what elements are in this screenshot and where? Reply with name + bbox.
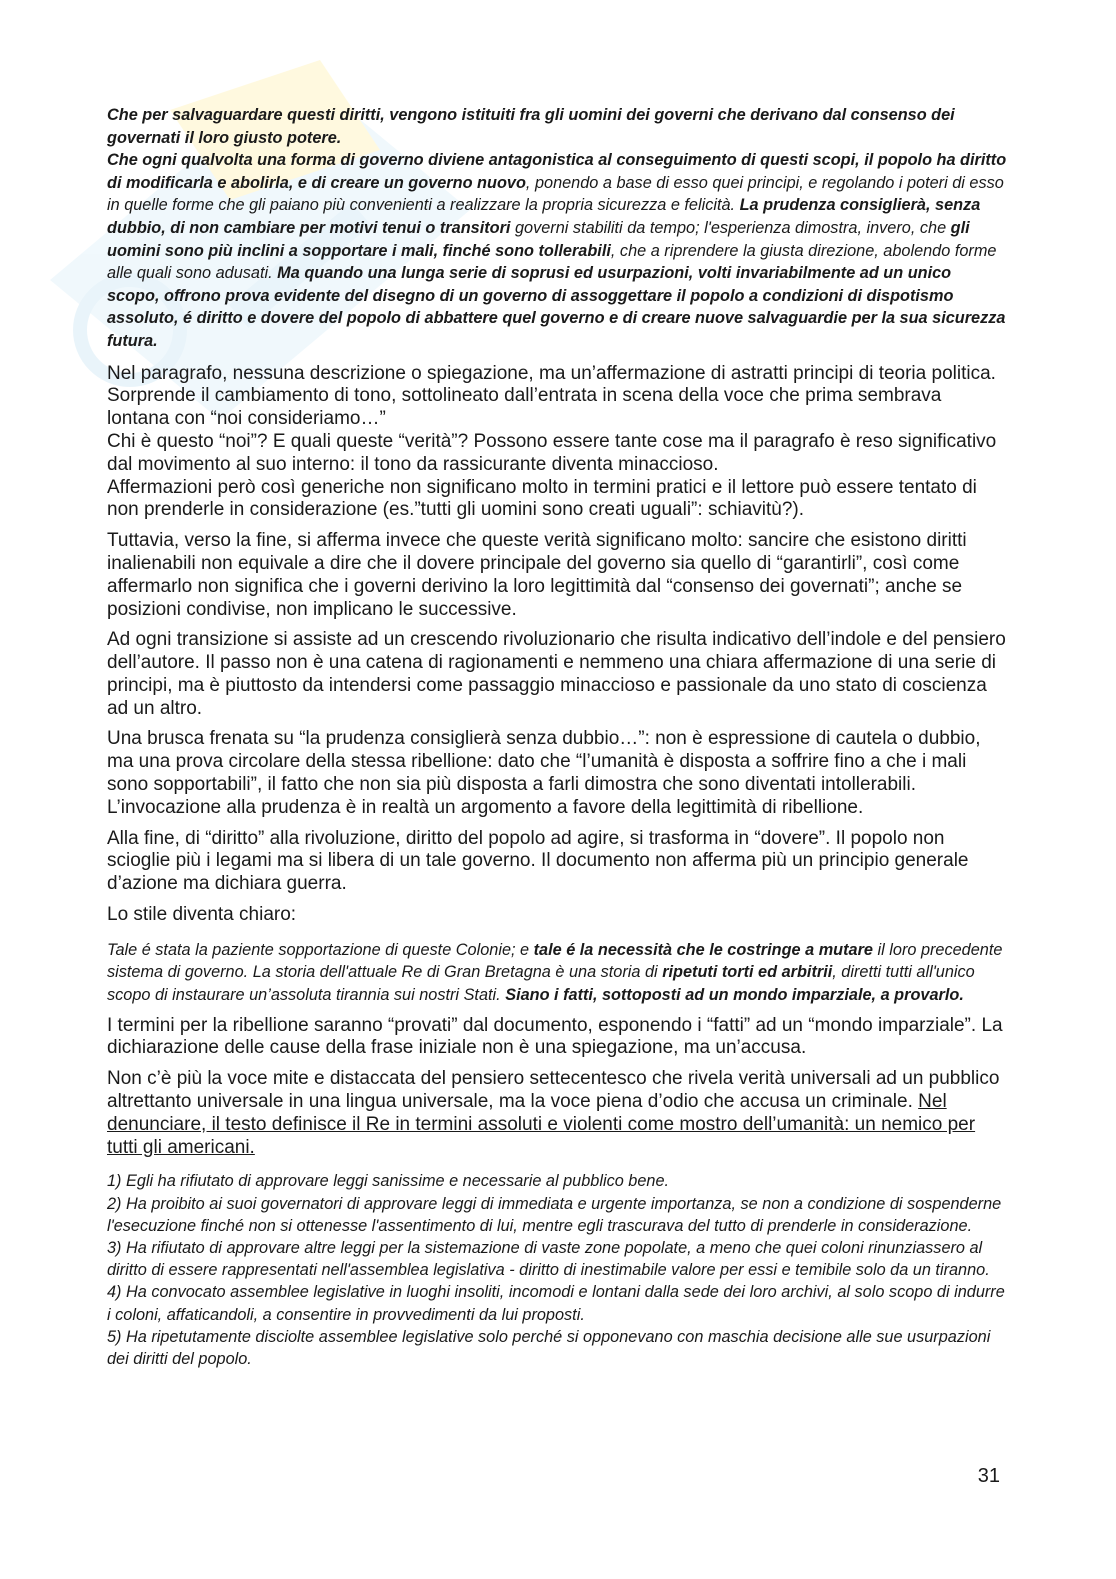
text-run: , ponendo a base di esso quei principi, e regolando i poteri di esso in quelle forme che gli paiano più convenienti a realizzare la propria sicurezza e felicità. [107, 173, 1004, 215]
quote-block [107, 104, 1007, 353]
bold-text-run: gli uomini sono più inclini a sopportare i mali, finché sono tollerabili [107, 218, 970, 260]
page-number: 31 [977, 1465, 1000, 1487]
text-run: governi stabiliti da tempo; l'esperienza dimostra, invero, che [510, 218, 951, 237]
list-item: 1) Egli ha rifiutato di approvare leggi sanissime e necessarie al pubblico bene. [107, 1172, 670, 1191]
body-paragraph: Alla fine, di “diritto” alla rivoluzione, diritto del popolo ad agire, si trasforma in “dovere”. Il popolo non scioglie più i legami ma si libera di un tale governo. Il documento non afferma più un principio generale d’azione ma dichiara guerra. [107, 827, 969, 895]
list-item: 2) Ha proibito ai suoi governatori di approvare leggi di immediata e urgente importanza, se non a condizione di sospenderne l'esecuzione finché non si ottenesse l'assentimento di lui, mentre egli trascurava del tutto di prenderle in considerazione. [107, 1194, 1002, 1235]
list-item: 3) Ha rifiutato di approvare altre leggi per la sistemazione di vaste zone popolate, a meno che quei coloni rinunziassero al diritto di essere rappresentati nell'assemblea legislativa - diritto di inestimabile valore per essi e temibile solo da un tiranno. [107, 1239, 990, 1280]
bold-text-run: Siano i fatti, sottoposti ad un mondo imparziale, a provarlo. [505, 986, 964, 1005]
quote-paragraph [107, 104, 1007, 149]
bold-text-run: Che per salvaguardare questi diritti, vengono istituiti fra gli uomini dei governi che derivano dal consenso dei governati il loro giusto potere. [107, 106, 955, 147]
list-item: 5) Ha ripetutamente disciolte assemblee legislative solo perché si opponevano con maschia decisione alle sue usurpazioni dei diritti del popolo. [107, 1327, 991, 1369]
body-paragraph: Lo stile diventa chiaro: [107, 904, 297, 926]
bold-text-run: Ma quando una lunga serie di soprusi ed usurpazioni, volti invariabilmente ad un unico scopo, offrono prova evidente del disegno di un governo di assoggettare il popolo a condizioni di dispotismo assoluto, é diritto e dovere del popolo di abbattere quel governo e di creare nuove salvaguardie per la sua sicurezza futura. [107, 264, 1006, 350]
bold-text-run: La prudenza consiglierà, senza dubbio, di non cambiare per motivi tenui o transitori [107, 196, 981, 237]
body-paragraph: Tuttavia, verso la fine, si afferma invece che queste verità significano molto: sancire che esistono diritti inalienabili non equivale a dire che il dovere principale del governo sia quello di “garantirli”, così come affermarlo non significa che i governi derivino la loro legittimità dal “consenso dei governati”; anche se posizioni condivise, non implicano le successive. [107, 530, 967, 620]
body-paragraph: Ad ogni transizione si assiste ad un crescendo rivoluzionario che risulta indicativo dell’indole e del pensiero dell’autore. Il passo non è una catena di ragionamenti e nemmeno una chiara affermazione di una serie di principi, ma è piuttosto da intendersi come passaggio minaccioso e passionale da uno stato di coscienza ad un altro. [107, 629, 1006, 719]
body-paragraph: Affermazioni però così generiche non significano molto in termini pratici e il lettore può essere tentato di non prenderle in considerazione (es.”tutti gli uomini sono creati uguali”: schiavitù?). [107, 476, 977, 521]
document-page [107, 104, 1007, 1370]
text-run: Tale é stata la paziente sopportazione di queste Colonie; e [107, 940, 534, 959]
list-item: 4) Ha convocato assemblee legislative in luoghi insoliti, incomodi e lontani dalla sede dei loro archivi, al solo scopo di indurre i coloni, affaticandoli, a consentire in provvedimenti da lui proposti. [107, 1283, 1005, 1324]
grievance-list [107, 1170, 1007, 1370]
text-run: , diretti tutti all'unico scopo di instaurare un’assoluta tirannia sui nostri Stati. [107, 963, 975, 1005]
underlined-text: Nel denunciare, il testo definisce il Re in termini assoluti e violenti come mostro dell’umanità: un nemico per tutti gli americani. [107, 1091, 976, 1158]
bold-text-run: ripetuti torti ed arbitrii [662, 963, 833, 982]
body-paragraph: Una brusca frenata su “la prudenza consiglierà senza dubbio…”: non è espressione di cautela o dubbio, ma una prova circolare della stessa ribellione: dato che “l’umanità è disposta a soffrire fino a che i mali sono sopportabili”, il fatto che non sia più disposta a farli dimostra che sono diventati intollerabili. [107, 728, 981, 796]
bold-text-run: Che ogni qualvolta una forma di governo diviene antagonistica al conseguimento di questi scopi, il popolo ha diritto di modificarla e abolirla, e di creare un governo nuovo [107, 151, 1007, 192]
paragraph-text: Non c’è più la voce mite e distaccata del pensiero settecentesco che rivela verità universali ad un pubblico altrettanto universale in una lingua universale, ma la voce piena d’odio che accusa un criminale. [107, 1068, 1000, 1113]
text-run: il loro precedente sistema di governo. La storia dell'attuale Re di Gran Bretagna è una storia di [107, 940, 1003, 982]
text-run: , che a riprendere la giusta direzione, abolendo forme alle quali sono adusati. [107, 241, 997, 283]
body-paragraph [107, 1068, 1007, 1159]
quote-paragraph [107, 149, 1007, 352]
body-paragraph: Chi è questo “noi”? E quali queste “verità”? Possono essere tante cose ma il paragrafo è reso significativo dal movimento al suo interno: il tono da rassicurante diventa minaccioso. [107, 430, 997, 475]
body-paragraph: I termini per la ribellione saranno “provati” dal documento, esponendo i “fatti” ad un “mondo imparziale”. La dichiarazione delle cause della frase iniziale non è una spiegazione, ma un’accusa. [107, 1014, 1003, 1059]
bold-text-run: tale é la necessità che le costringe a mutare [533, 940, 873, 959]
body-paragraph: Nel paragrafo, nessuna descrizione o spiegazione, ma un’affermazione di astratti principi di teoria politica. Sorprende il cambiamento di tono, sottolineato dall’entrata in scena della voce che prima sembrava lontana con “noi consideriamo…” [107, 362, 996, 430]
declaration-quote [107, 939, 1007, 1007]
body-paragraph: L’invocazione alla prudenza è in realtà un argomento a favore della legittimità di ribellione. [107, 796, 864, 818]
